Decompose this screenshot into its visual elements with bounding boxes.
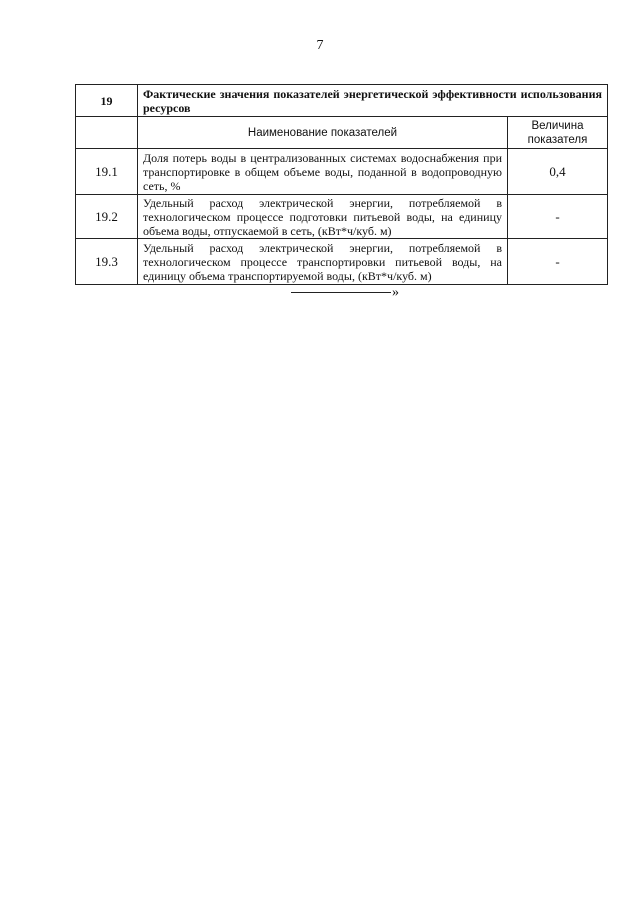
row-value: 0,4 — [508, 149, 608, 195]
table-row — [76, 195, 608, 239]
closing-line — [291, 285, 399, 301]
row-value: - — [508, 195, 608, 239]
row-description: Удельный расход электрической энергии, потребляемой в технологическом процессе подготовки питьевой воды, на единицу объема воды, отпускаемой в сеть, (кВт*ч/куб. м) — [138, 195, 508, 239]
row-number: 19.1 — [76, 149, 138, 195]
name-column-header: Наименование показателей — [138, 117, 508, 149]
column-header-row — [76, 117, 608, 149]
row-number: 19.3 — [76, 239, 138, 285]
empty-header-cell — [76, 117, 138, 149]
value-column-header: Величина показателя — [508, 117, 608, 149]
table-row — [76, 149, 608, 195]
section-header-row — [76, 85, 608, 117]
closing-underline — [291, 292, 391, 293]
table-row — [76, 239, 608, 285]
row-description: Доля потерь воды в централизованных системах водоснабжения при транспортировке в общем объеме воды, поданной в водопроводную сеть, % — [138, 149, 508, 195]
section-number: 19 — [76, 85, 138, 117]
row-description: Удельный расход электрической энергии, потребляемой в технологическом процессе транспортировки питьевой воды, на единицу объема транспортируемой воды, (кВт*ч/куб. м) — [138, 239, 508, 285]
indicators-table — [75, 84, 608, 285]
row-value: - — [508, 239, 608, 285]
row-number: 19.2 — [76, 195, 138, 239]
page-number: 7 — [316, 38, 324, 53]
section-title: Фактические значения показателей энергетической эффективности использования ресурсов — [138, 85, 608, 117]
closing-quote: » — [392, 285, 399, 300]
